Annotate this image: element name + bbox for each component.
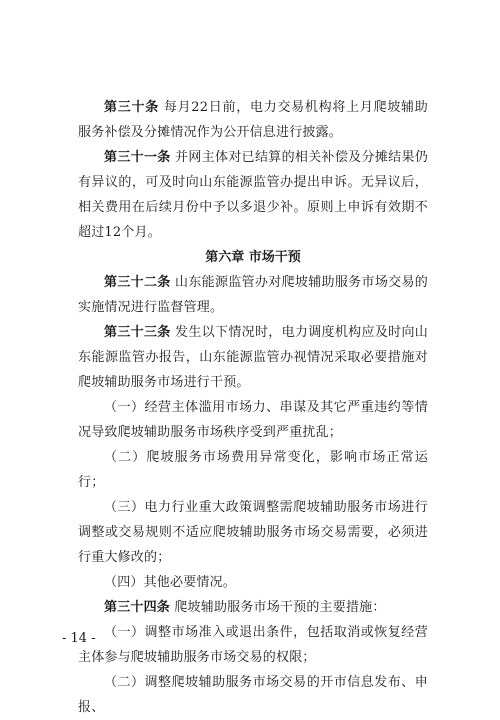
chapter-heading: 第六章 市场干预 [205,250,301,265]
document-body [78,95,428,720]
paragraph-text: （二）爬坡服务市场费用异常变化，影响市场正常运行； [78,450,428,490]
paragraph [78,145,428,245]
paragraph [78,395,428,445]
paragraph-text: 每月22日前，电力交易机构将上月爬坡辅助服务补偿及分摊情况作为公开信息进行披露。 [78,100,428,140]
paragraph-text: （二）调整爬坡辅助服务市场交易的开市信息发布、申报、 [78,675,428,715]
paragraph [78,270,428,320]
paragraph [78,320,428,395]
paragraph-text: 爬坡辅助服务市场干预的主要措施： [174,600,386,615]
paragraph [78,595,428,620]
paragraph-text: （一）调整市场准入或退出条件，包括取消或恢复经营主体参与爬坡辅助服务市场交易的权限； [78,625,428,665]
page-number: - 14 - [62,631,96,646]
paragraph-text: （三）电力行业重大政策调整需爬坡辅助服务市场进行调整或交易规则不适应爬坡辅助服务市场交易需要，必须进行重大修改的； [78,500,428,565]
article-number: 第三十二条 [104,275,171,290]
paragraph [78,620,428,670]
paragraph [78,495,428,570]
paragraph-text: 山东能源监管办对爬坡辅助服务市场交易的实施情况进行监督管理。 [78,275,428,315]
paragraph [78,445,428,495]
paragraph [78,570,428,595]
paragraph [78,670,428,720]
article-number: 第三十条 [104,100,159,115]
article-number: 第三十三条 [104,325,171,340]
article-number: 第三十一条 [104,150,171,165]
paragraph-text: 发生以下情况时，电力调度机构应及时向山东能源监管办报告，山东能源监管办视情况采取必要措施对爬坡辅助服务市场进行干预。 [78,325,428,390]
paragraph [78,95,428,145]
paragraph-text: 并网主体对已结算的相关补偿及分摊结果仍有异议的，可及时向山东能源监管办提出申诉。无异议后，相关费用在后续月份中予以多退少补。原则上申诉有效期不超过12个月。 [78,150,428,240]
paragraph-text: （四）其他必要情况。 [104,575,237,590]
article-number: 第三十四条 [104,600,171,615]
paragraph-text: （一）经营主体滥用市场力、串谋及其它严重违约等情况导致爬坡辅助服务市场秩序受到严重扰乱； [78,400,428,440]
